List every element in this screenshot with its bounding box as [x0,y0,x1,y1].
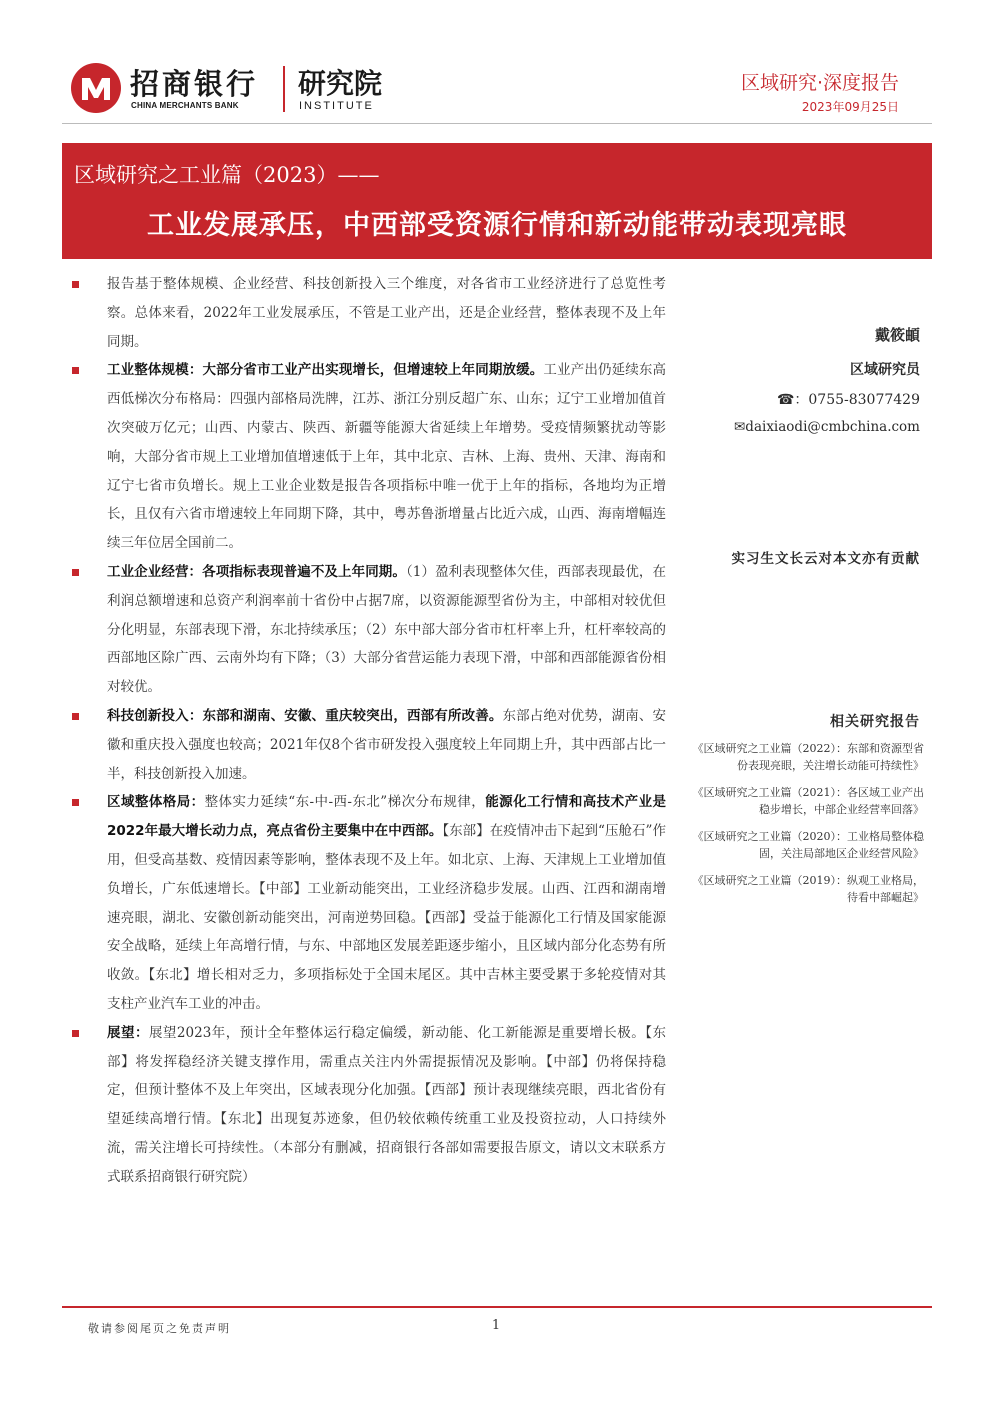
report-date: 2023年09月25日 [801,100,899,114]
bullet-marker-icon [72,799,79,806]
summary-bullet-region [72,788,666,1018]
summary-bullet-intro [72,270,666,356]
bullet-heading: 工业企业经营：各项指标表现普遍不及上年同期。 [107,563,406,580]
author-name: 戴筱頔 [874,326,920,344]
bullet-marker-icon [72,713,79,720]
footer-divider [62,1306,932,1308]
bullet-text: 【东部】在疫情冲击下起到“压舱石”作用，但受高基数、疫情因素等影响，整体表现不及上年。如北京、上海、天津规上工业增加值负增长，广东低速增长。【中部】工业新动能突出，工业经济稳步发展。山西、江西和湖南增速亮眼，湖北、安徽创新动能突出，河南逆势回稳。【西部】受益于能源化工行情及国家能源安全战略，延续上年高增行情，与东、中部地区发展差距逐步缩小，且区域内部分化态势有所收敛。【东北】增长相对乏力，多项指标处于全国末尾区。其中吉林主要受累于多轮疫情对其支柱产业汽车工业的冲击。 [107,823,666,1012]
bullet-text: 展望2023年，预计全年整体运行稳定偏缓，新动能、化工新能源是重要增长极。【东部】将发挥稳经济关键支撑作用，需重点关注内外需提振情况及影响。【中部】仍将保持稳定，但预计整体不及上年突出，区域表现分化加强。【西部】预计表现继续亮眼，西北省份有望延续高增行情。【东北】出现复苏迹象，但仍较依赖传统重工业及投资拉动，人口持续外流，需关注增长可持续性。（本部分有删减，招商银行各部如需要报告原文，请以文末联系方式联系招商银行研究院） [107,1024,666,1185]
author-role: 区域研究员 [850,362,920,378]
related-report-item[interactable]: 《区域研究之工业篇（2020）：工业格局整体稳固，关注局部地区企业经营风险》 [692,830,924,860]
bullet-marker-icon [72,281,79,288]
report-subtitle: 区域研究之工业篇（2023）—— [74,163,380,187]
related-report-item[interactable]: 《区域研究之工业篇（2021）：各区域工业产出稳步增长，中部企业经营率回落》 [692,786,924,816]
bullet-text: 整体实力延续“东-中-西-东北”梯次分布规律， [204,794,486,811]
related-reports-heading: 相关研究报告 [830,714,920,730]
bullet-text: （1）盈利表现整体欠佳，西部表现最优，在利润总额增速和总资产利润率前十省份中占据7席，以资源能源型省份为主，中部相对较优但分化明显，东部表现下滑，东北持续承压；（2）东中部大部分省市杠杆率上升，杠杆率较高的西部地区除广西、云南外均有下降；（3）大部分省营运能力表现下滑，中部和西部能源省份相对较优。 [107,563,667,696]
logo-divider [283,66,285,112]
report-type: 区域研究·深度报告 [740,72,899,94]
header-divider [62,123,932,124]
cmb-logo-icon [70,62,122,114]
summary-column [72,270,666,1192]
bullet-heading: 工业整体规模：大部分省市工业产出实现增长，但增速较上年同期放缓。 [107,362,544,379]
bullet-highlight: 能源化工行情和高技术产业是2022年最大增长动力点，亮点省份主要集中在中西部。 [107,794,667,840]
bullet-marker-icon [72,367,79,374]
summary-bullet-operations [72,558,666,702]
author-block [680,320,920,435]
bullet-marker-icon [72,1030,79,1037]
report-title: 工业发展承压，中西部受资源行情和新动能带动表现亮眼 [147,210,847,241]
related-report-item[interactable]: 《区域研究之工业篇（2019）：纵观工业格局，待看中部崛起》 [692,874,924,904]
bullet-heading: 科技创新投入：东部和湖南、安徽、重庆较突出，西部有所改善。 [107,707,503,724]
related-reports-list [684,740,924,916]
contributor-note: 实习生文长云对本文亦有贡献 [731,551,920,567]
institute-name-en: INSTITUTE [299,100,374,112]
bank-name-en: CHINA MERCHANTS BANK [131,101,239,110]
bullet-text: 工业产出仍延续东高西低梯次分布格局：四强内部格局洗牌，江苏、浙江分别反超广东、山东；辽宁工业增加值首次突破万亿元；山西、内蒙古、陕西、新疆等能源大省延续上年增势。受疫情频繁扰动等影响，大部分省市规上工业增加值增速低于上年，其中北京、吉林、上海、贵州、天津、海南和辽宁七省市负增长。规上工业企业数是报告各项指标中唯一优于上年的指标，各地均为正增长，且仅有六省市增速较上年同期下降，其中，粤苏鲁浙增量占比近六成，山西、海南增幅连续三年位居全国前二。 [107,362,667,552]
bank-name-cn: 招商银行 [130,67,259,101]
page-number: 1 [491,1318,501,1333]
summary-bullet-scale [72,356,666,558]
related-report-item[interactable]: 《区域研究之工业篇（2022）：东部和资源型省份表现亮眼，关注增长动能可持续性》 [692,742,924,772]
title-banner [62,143,932,259]
bullet-marker-icon [72,569,79,576]
author-email[interactable]: ✉daixiaodi@cmbchina.com [734,419,920,435]
author-phone: ☎：0755-83077429 [776,392,920,408]
institute-name-cn: 研究院 [298,67,383,100]
summary-bullet-innovation [72,702,666,788]
bullet-text: 报告基于整体规模、企业经营、科技创新投入三个维度，对各省市工业经济进行了总览性考察。总体来看，2022年工业发展承压，不管是工业产出，还是企业经营，整体表现不及上年同期。 [107,276,666,350]
bullet-heading: 区域整体格局： [107,794,205,811]
disclaimer-note: 敬请参阅尾页之免责声明 [88,1322,231,1335]
bullet-text: 东部占绝对优势，湖南、安徽和重庆投入强度也较高；2021年仅8个省市研发投入强度较上年同期上升，其中西部占比一半，科技创新投入加速。 [107,707,667,782]
bullet-heading: 展望： [107,1024,149,1041]
summary-bullet-outlook [72,1019,666,1192]
